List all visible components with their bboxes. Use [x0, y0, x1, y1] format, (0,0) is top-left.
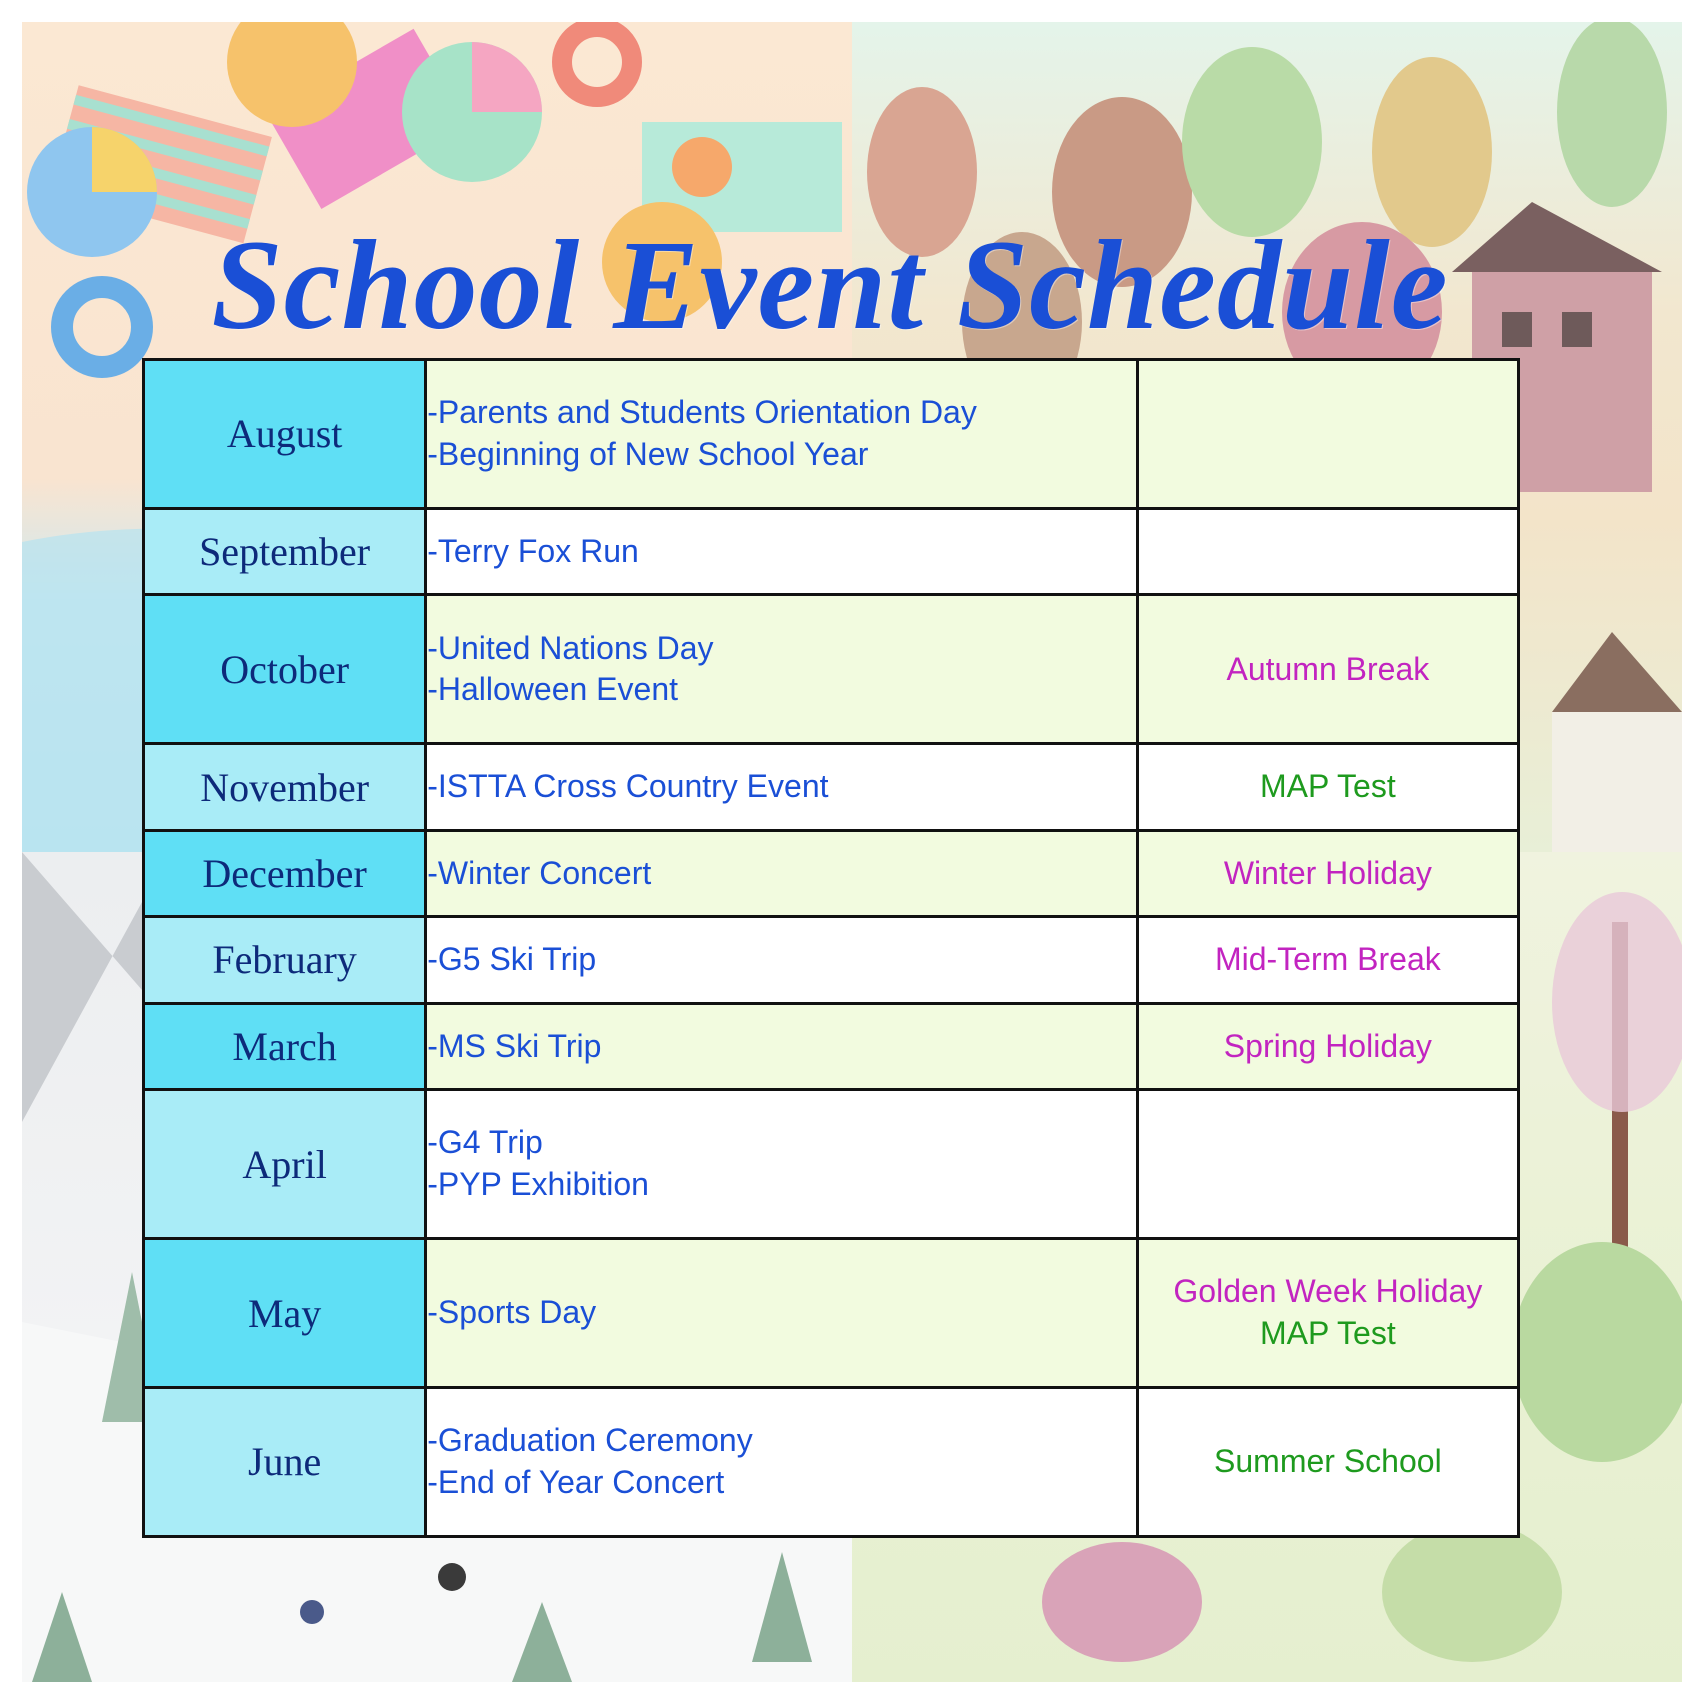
events-cell	[426, 1387, 1138, 1536]
notes-cell	[1137, 1239, 1518, 1388]
table-row	[144, 744, 1519, 830]
event-item: -PYP Exhibition	[427, 1166, 649, 1203]
beach-hat-icon	[672, 137, 732, 197]
notes-cell	[1137, 744, 1518, 830]
month-cell: March	[144, 1003, 426, 1089]
event-item: -Winter Concert	[427, 854, 652, 891]
event-item: -Beginning of New School Year	[427, 435, 869, 472]
table-row	[144, 1090, 1519, 1239]
month-cell: September	[144, 508, 426, 594]
test-label: Summer School	[1214, 1443, 1442, 1480]
test-label: MAP Test	[1259, 768, 1396, 805]
notes-cell	[1137, 1003, 1518, 1089]
table-row	[144, 1239, 1519, 1388]
spring-tree-icon	[1512, 1242, 1682, 1462]
spring-tree-icon	[1382, 1522, 1562, 1662]
event-item: -MS Ski Trip	[427, 1027, 602, 1064]
table-row	[144, 830, 1519, 916]
table-row	[144, 917, 1519, 1003]
test-label: MAP Test	[1259, 1315, 1396, 1351]
events-cell	[426, 1003, 1138, 1089]
month-cell: April	[144, 1090, 426, 1239]
month-cell: May	[144, 1239, 426, 1388]
holiday-label: Winter Holiday	[1223, 854, 1432, 891]
event-item: -ISTTA Cross Country Event	[427, 768, 829, 805]
holiday-label: Golden Week Holiday	[1173, 1273, 1483, 1310]
table-row	[144, 360, 1519, 509]
autumn-tree-icon	[1557, 22, 1667, 207]
event-item: -Terry Fox Run	[427, 532, 639, 569]
notes-cell	[1137, 830, 1518, 916]
table-row	[144, 1387, 1519, 1536]
event-item: -G5 Ski Trip	[427, 941, 597, 978]
events-cell	[426, 830, 1138, 916]
event-item: -Parents and Students Orientation Day	[427, 394, 977, 431]
holiday-label: Autumn Break	[1226, 650, 1430, 687]
notes-cell	[1137, 1090, 1518, 1239]
notes-cell	[1137, 595, 1518, 744]
table-row	[144, 595, 1519, 744]
house-icon	[1552, 632, 1682, 852]
event-item: -Graduation Ceremony	[427, 1422, 753, 1459]
month-cell: February	[144, 917, 426, 1003]
notes-cell	[1137, 360, 1518, 509]
events-cell	[426, 917, 1138, 1003]
table-row	[144, 1003, 1519, 1089]
spring-tree-icon	[1552, 892, 1682, 1252]
skater-icon	[300, 1600, 324, 1624]
month-cell: August	[144, 360, 426, 509]
events-cell	[426, 360, 1138, 509]
skater-icon	[438, 1563, 466, 1591]
notes-cell	[1137, 917, 1518, 1003]
notes-cell	[1137, 1387, 1518, 1536]
notes-cell	[1137, 508, 1518, 594]
event-item: -Halloween Event	[427, 671, 678, 708]
spring-tree-icon	[1042, 1542, 1202, 1662]
events-cell	[426, 508, 1138, 594]
swim-ring-icon	[562, 27, 632, 97]
autumn-tree-icon	[1182, 47, 1322, 237]
schedule-table	[142, 358, 1520, 1538]
events-cell	[426, 744, 1138, 830]
month-cell: October	[144, 595, 426, 744]
events-cell	[426, 595, 1138, 744]
month-cell: December	[144, 830, 426, 916]
holiday-label: Mid-Term Break	[1214, 941, 1441, 978]
event-item: -G4 Trip	[427, 1124, 543, 1161]
event-item: -United Nations Day	[427, 629, 714, 666]
month-cell: June	[144, 1387, 426, 1536]
table-row	[144, 508, 1519, 594]
month-cell: November	[144, 744, 426, 830]
event-item: -End of Year Concert	[427, 1463, 725, 1500]
holiday-label: Spring Holiday	[1223, 1027, 1432, 1064]
events-cell	[426, 1239, 1138, 1388]
event-item: -Sports Day	[427, 1294, 597, 1331]
page-title: School Event Schedule	[211, 214, 1449, 356]
events-cell	[426, 1090, 1138, 1239]
